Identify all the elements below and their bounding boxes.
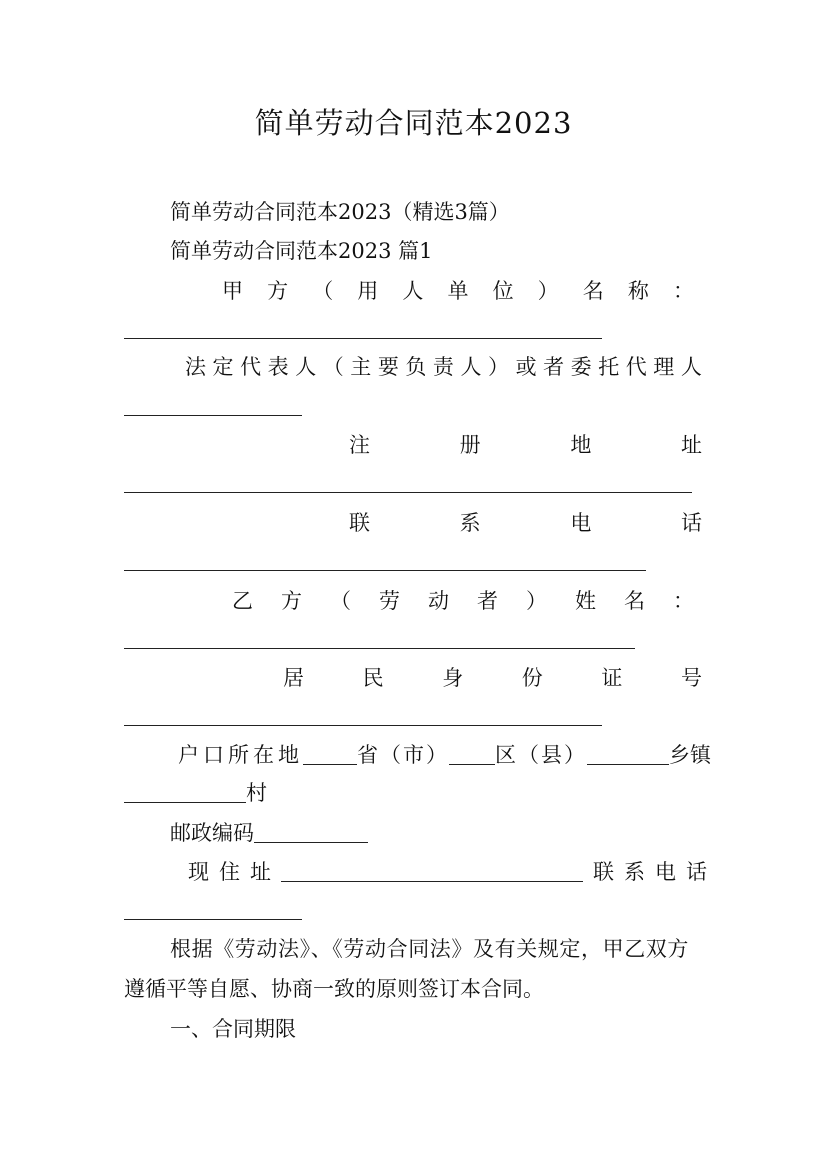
section-heading: 简单劳动合同范本2023 篇1 [170,239,433,263]
current-address-blank[interactable] [281,859,583,882]
postcode-blank[interactable] [254,820,368,843]
basis-paragraph-line-2: 遵循平等自愿、协商一致的原则签订本合同。 [124,977,544,1001]
intro-line: 简单劳动合同范本2023（精选3篇） [170,200,510,224]
town-blank[interactable] [587,742,669,765]
village-blank[interactable] [124,780,246,803]
party-b-id-label: 居 民 身 份 证 号 [283,666,702,690]
district-label: 区（县） [495,743,587,767]
party-a-name-blank[interactable] [124,338,602,339]
party-b-name-label: 乙 方 （ 劳 动 者 ） 姓 名 ： [232,589,694,613]
contact-phone-blank[interactable] [124,919,302,920]
household-line [178,740,711,770]
province-label: 省（市） [357,743,449,767]
basis-paragraph-line-1: 根据《劳动法》、《劳动合同法》及有关规定，甲乙双方 [170,937,689,961]
town-label: 乡镇 [669,743,711,767]
household-prefix: 户口所在地 [178,743,303,767]
party-a-phone-label: 联 系 电 话 [349,511,702,535]
party-b-id-blank[interactable] [124,725,602,726]
village-line [124,778,267,808]
village-label: 村 [246,781,267,805]
party-b-name-blank[interactable] [124,648,635,649]
party-a-address-blank[interactable] [124,492,692,493]
postcode-label: 邮政编码 [170,821,254,845]
district-blank[interactable] [449,742,495,765]
contact-phone-label: 联系电话 [593,860,717,884]
clause-1-heading: 一、合同期限 [170,1017,296,1041]
document-title: 简单劳动合同范本2023 [254,106,573,140]
postcode-line [170,818,368,848]
province-blank[interactable] [303,742,357,765]
party-a-representative-blank[interactable] [124,415,302,416]
party-a-representative-label: 法 定 代 表 人 （ 主 要 负 责 人 ） 或 者 委 托 代 理 人 [185,355,702,379]
current-address-line [188,857,717,887]
party-a-name-label: 甲 方 （ 用 人 单 位 ） 名 称 ： [222,279,694,303]
party-a-address-label: 注 册 地 址 [349,433,702,457]
party-a-phone-blank[interactable] [124,570,646,571]
current-address-label: 现住址 [188,860,281,884]
